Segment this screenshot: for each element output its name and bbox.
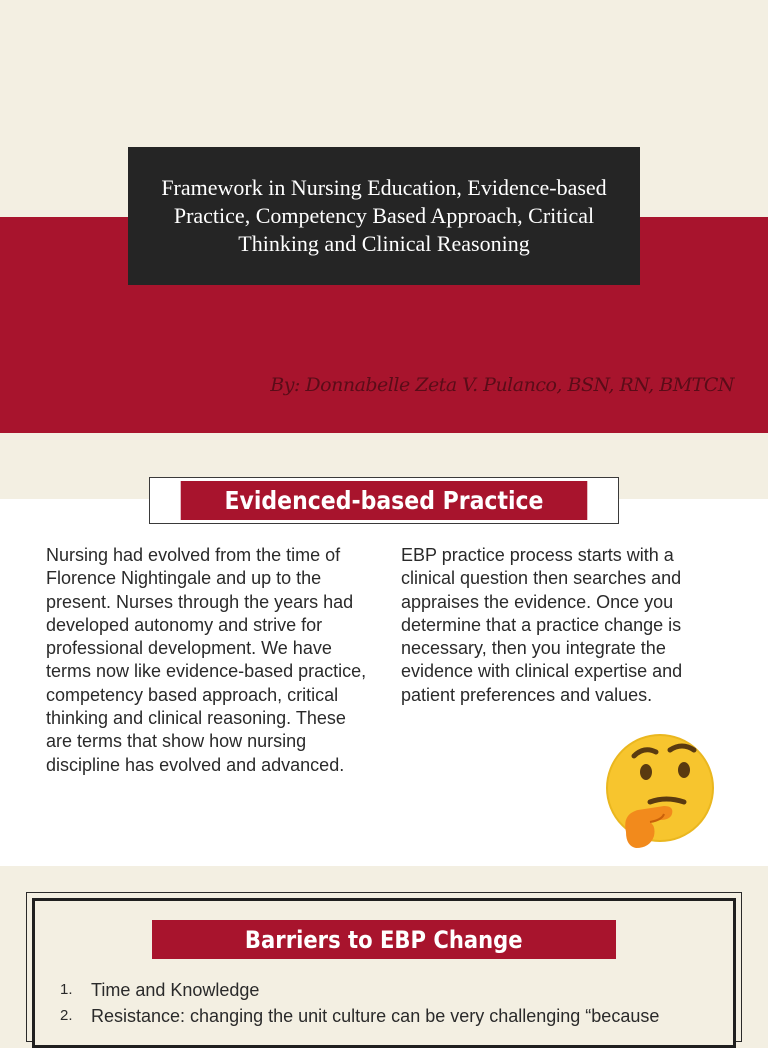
list-item-text: Resistance: changing the unit culture can be very challenging “because: [91, 1006, 660, 1026]
list-item: [60, 977, 720, 1003]
list-item-text: Time and Knowledge: [91, 980, 260, 1000]
barriers-list: [60, 977, 720, 1029]
list-item-number: 2.: [60, 1007, 73, 1024]
list-item-number: 1.: [60, 981, 73, 998]
document-title-box: [128, 147, 640, 285]
author-byline: By: Donnabelle Zeta V. Pulanco, BSN, RN, BMTCN: [270, 374, 734, 396]
ebp-heading-frame: [149, 477, 619, 524]
thinking-face-icon: [604, 732, 716, 850]
document-title: Framework in Nursing Education, Evidence-based Practice, Competency Based Approach, Critical Thinking and Clinical Reasoning: [161, 175, 607, 256]
list-item: [60, 1003, 720, 1029]
barriers-heading: Barriers to EBP Change: [245, 925, 523, 954]
ebp-left-paragraph: Nursing had evolved from the time of Florence Nightingale and up to the present. Nurses through the years had developed autonomy and strive for professional development. We have terms now like evidence-based practice, competency based approach, critical thinking and clinical reasoning. These are terms that show how nursing discipline has evolved and advanced.: [46, 545, 367, 775]
barriers-heading-box: [152, 920, 616, 959]
ebp-right-paragraph: EBP practice process starts with a clinical question then searches and appraises the evidence. Once you determine that a practice change is necessary, then you integrate the evidence with clinical expertise and patient preferences and values.: [401, 545, 683, 705]
ebp-heading: Evidenced-based Practice: [181, 481, 588, 520]
